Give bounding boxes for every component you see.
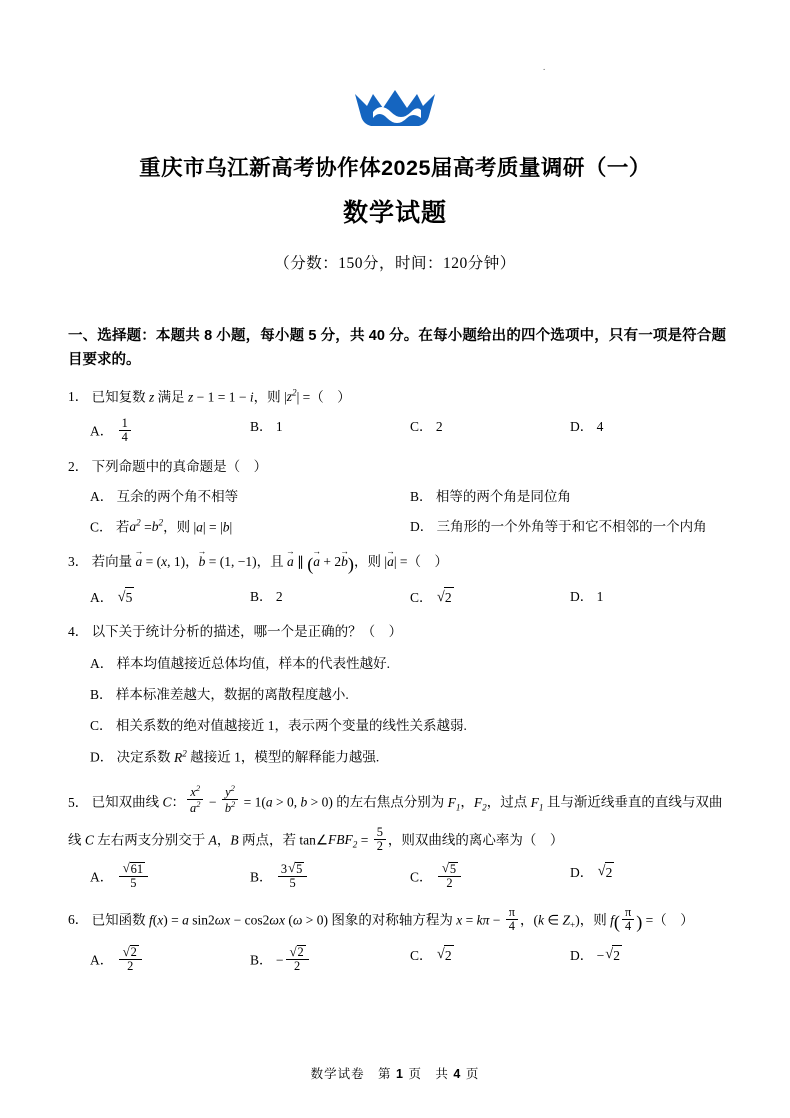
question-2 — [68, 457, 730, 537]
footer-page-total: 4 — [453, 1067, 462, 1081]
option-b[interactable]: B． $\frac{3 √ 5}{5}$ — [250, 862, 410, 890]
option-b[interactable]: B． − √ $\frac{2}{2}$ — [250, 945, 410, 973]
question-4-options — [90, 654, 730, 769]
option-b[interactable]: B． 2 — [250, 589, 283, 605]
question-3 — [68, 550, 730, 608]
footer-total-prefix: 共 — [435, 1067, 449, 1081]
footer-total-unit: 页 — [465, 1067, 480, 1081]
option-a[interactable]: A． 互余的两个角不相等 — [90, 489, 239, 505]
option-b[interactable]: B． 1 — [250, 419, 283, 435]
option-c[interactable]: C． √ 2 — [410, 587, 570, 608]
paper-meta: （分数：150分，时间：120分钟） — [274, 255, 516, 272]
page-title: 重庆市乌江新高考协作体2025届高考质量调研（一） — [139, 156, 651, 180]
option-a[interactable]: A． √ $\frac{2}{2}$ — [90, 945, 250, 973]
question-2-options-row2 — [90, 517, 730, 538]
page-footer — [0, 1064, 790, 1082]
option-a[interactable]: A． 样本均值越接近总体均值，样本的代表性越好. — [90, 655, 390, 671]
option-b[interactable]: B． 相等的两个角是同位角 — [410, 489, 571, 505]
question-1 — [68, 386, 730, 444]
question-2-options — [90, 487, 730, 507]
question-4-stem: 4． 以下关于统计分析的描述，哪一个是正确的？（ ） — [68, 623, 403, 639]
option-d[interactable]: D． 三角形的一个外角等于和它不相邻的一个内角 — [410, 518, 707, 534]
page-subtitle: 数学试题 — [342, 199, 447, 227]
option-a[interactable]: A． √ $\frac{61}{5}$ — [90, 862, 250, 890]
footer-label: 数学试卷 — [310, 1067, 365, 1081]
option-c[interactable]: C． 2 — [410, 419, 443, 435]
option-c[interactable]: C． 若$a^2 =b^2$，则 |a| = |b| — [90, 517, 233, 534]
footer-page-prefix: 第 — [378, 1067, 392, 1081]
question-1-stem-post: 满足 — [157, 389, 185, 405]
question-1-stem-pre: 已知复数 — [91, 389, 146, 405]
option-a[interactable]: A． √ 5 — [90, 587, 250, 608]
option-b[interactable]: B． 样本标准差越大，数据的离散程度越小. — [90, 686, 349, 702]
question-5-stem-line2: 线 C 左右两支分别交于 A，B 两点，若 $\tan\angle FBF_2$ = $\frac{5}{2}$ ，则双曲线的离心率为（ ） — [68, 824, 564, 853]
question-4 — [68, 622, 730, 768]
question-6 — [68, 906, 730, 974]
footer-page-unit: 页 — [408, 1067, 422, 1081]
question-5-options — [90, 862, 730, 890]
question-1-options — [90, 417, 730, 444]
question-1-stem: 1． 已知复数 z 满足 z − 1 = 1 − i，则 $|z^2|$ =（ ） — [68, 387, 351, 405]
option-c[interactable]: C． √ 2 — [410, 945, 570, 973]
option-d[interactable]: D． − √ 2 — [570, 945, 730, 973]
option-d[interactable]: D． 决定系数 $R^2$ 越接近 1，模型的解释能力越强. — [90, 748, 380, 765]
question-6-stem: 6． 已知函数 f(x) = a sin2ωx − cos2ωx (ω > 0) 图象的对称轴方程为 x = kπ − $\frac{\pi}{4}$ ，(k ∈ $Z_+$)，则 f( $\frac{\pi}{4}$ ) =（ ） — [68, 904, 694, 933]
logo-container — [60, 0, 730, 135]
section-heading: 一、选择题：本题共 8 小题，每小题 5 分，共 40 分。在每小题给出的四个选项中，只有一项是符合题目要求的。 — [68, 328, 726, 368]
option-d[interactable]: D． 1 — [570, 589, 604, 605]
question-5-stem-line1: 5． 已知双曲线 C： $\frac{x^2}{a^2}$ − $\frac{y^2}{b^2}$ = 1(a > 0, b > 0) 的左右焦点分别为 $F_1$，$F_2$，过点 $F_1$ 且与渐近线垂直的直线与双曲 — [68, 783, 723, 816]
option-d[interactable]: D． 4 — [570, 419, 604, 435]
question-5 — [68, 784, 730, 889]
option-a[interactable]: A． $\frac{1}{4}$ — [90, 417, 250, 444]
option-c[interactable]: C． √ $\frac{5}{2}$ — [410, 862, 570, 890]
option-c[interactable]: C． 相关系数的绝对值越接近 1，表示两个变量的线性关系越弱. — [90, 718, 467, 734]
footer-page-current: 1 — [396, 1067, 404, 1081]
question-2-stem: 2． 下列命题中的真命题是（ ） — [68, 459, 268, 475]
school-crest-icon — [351, 86, 439, 130]
stray-mark: . — [543, 62, 546, 72]
question-3-options — [90, 587, 730, 608]
option-d[interactable]: D． √ 2 — [570, 862, 730, 890]
question-6-options — [90, 945, 730, 973]
question-3-stem: 3． 若向量 a → = (x, 1)，b → = (1, −1)，且 a → ∥ (a → + 2b →)，则 |a →| =（ ） — [68, 550, 730, 578]
